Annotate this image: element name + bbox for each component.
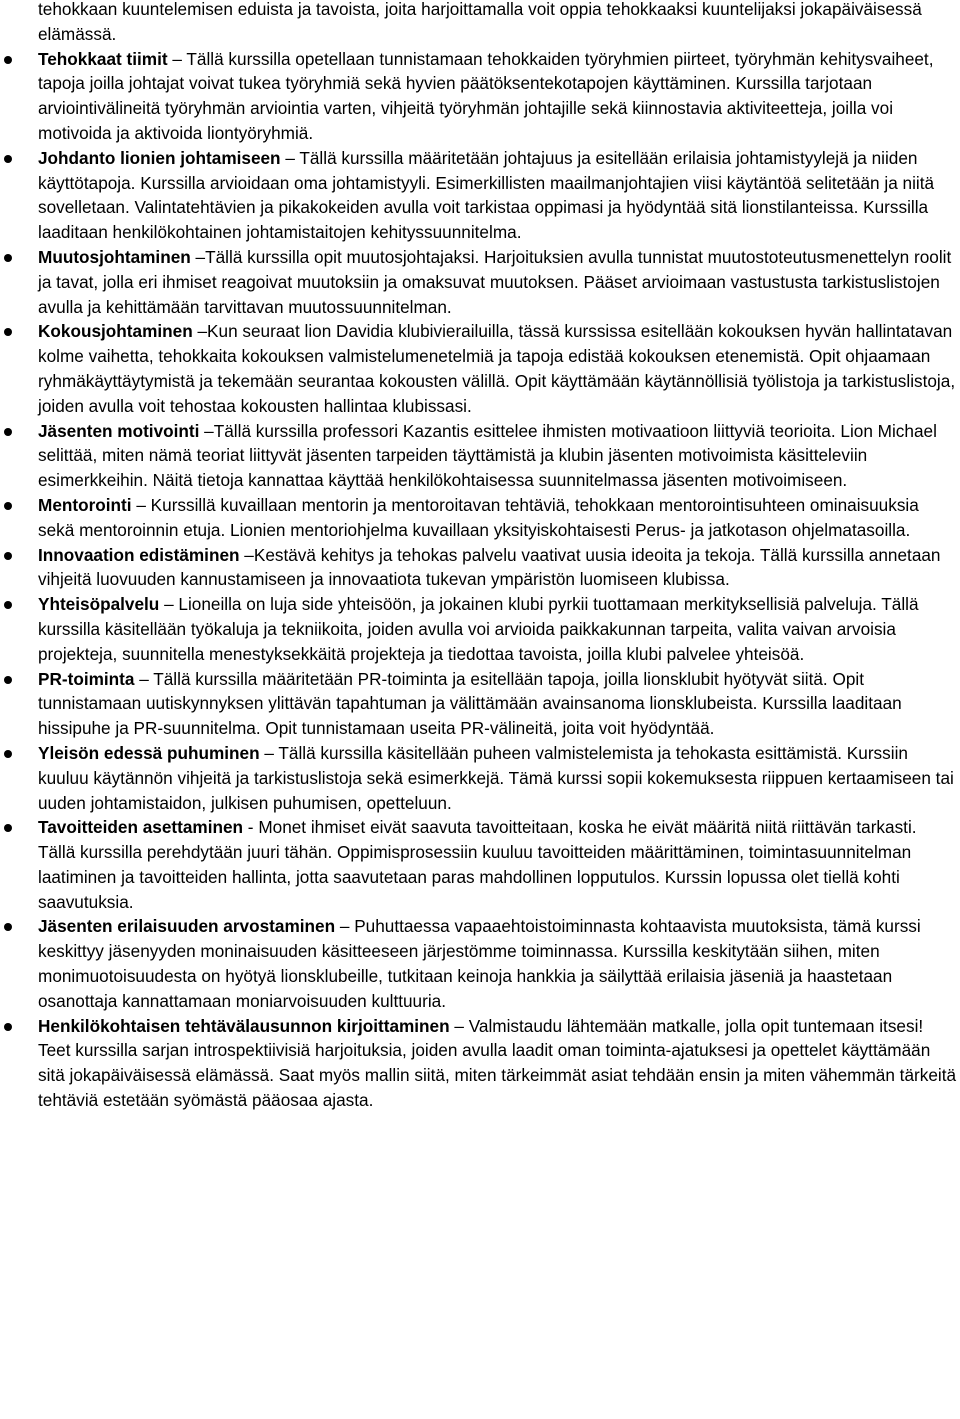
list-item <box>0 815 958 914</box>
course-title: Henkilökohtaisen tehtävälausunnon kirjoittaminen <box>38 1015 450 1036</box>
course-separator: – <box>449 1015 469 1036</box>
bullet-icon <box>4 923 12 931</box>
course-separator: – <box>259 742 279 763</box>
bullet-icon <box>4 750 12 758</box>
course-title: Kokousjohtaminen <box>38 321 193 342</box>
course-title: PR-toiminta <box>38 668 135 689</box>
course-title: Yhteisöpalvelu <box>38 594 160 615</box>
course-description: Kestävä kehitys ja tehokas palvelu vaativat uusia ideoita ja tekoja. Tällä kurssilla annetaan vihjeitä luovuuden kannustamiseen ja innovaatiota tukevan ympäristön luomiseen klubissa. <box>38 544 941 590</box>
course-title: Tehokkaat tiimit <box>38 48 168 69</box>
course-separator: – <box>199 420 214 441</box>
intro-paragraph: tehokkaan kuuntelemisen eduista ja tavoista, joita harjoittamalla voit oppia tehokkaaksi kuuntelijaksi jokapäiväisessä elämässä. <box>38 0 922 44</box>
list-item <box>0 47 958 146</box>
course-description: Tällä kurssilla käsitellään puheen valmistelemista ja tehokasta esittämistä. Kurssiin kuuluu käytännön vihjeitä ja tarkistuslistoja sekä esimerkkejä. Tämä kurssi sopii kokemuksesta riippuen kertaamiseen tai uuden johtamistaidon, julkisen puhumisen, opetteluun. <box>38 742 954 813</box>
course-title: Jäsenten erilaisuuden arvostaminen <box>38 916 336 937</box>
list-item <box>0 543 958 593</box>
list-item <box>0 146 958 245</box>
course-title: Yleisön edessä puhuminen <box>38 742 260 763</box>
course-description: Tällä kurssilla määritetään johtajuus ja esitellään erilaisia johtamistyylejä ja niiden käyttötapoja. Kurssilla arvioidaan oma johtamistyyli. Esimerkillisten maailmanjohtajien viisi käytäntöä selitetään ja niitä sovelletaan. Valintatehtävien ja pikakokeiden avulla voit tarkistaa oppimasi ja hyödyntää sitä lionstilanteissa. Kurssilla laaditaan henkilökohtainen johtamistaitojen kehityssuunnitelma. <box>38 147 935 243</box>
course-separator: – <box>280 147 300 168</box>
bullet-icon <box>4 824 12 832</box>
list-item <box>0 1014 958 1113</box>
bullet-icon <box>4 601 12 609</box>
list-item <box>0 319 958 418</box>
course-separator: – <box>192 321 208 342</box>
bullet-icon <box>4 502 12 510</box>
course-description: Kun seuraat lion Davidia klubivierailuilla, tässä kurssissa esitellään kokouksen hyvän hallintatavan kolme vaihetta, tehokkaita kokouksen valmistelumenetelmiä ja tapoja edistää kokouksen etenemistä. Opit ohjaamaan ryhmäkäyttäytymistä ja tekemään seurantaa kokousten välillä. Opit käyttämään käytännöllisiä työlistoja ja tarkistuslistoja, joiden avulla voit tehostaa kokousten hallintaa klubissasi. <box>38 321 956 416</box>
course-title: Mentorointi <box>38 494 132 515</box>
course-separator: – <box>131 494 151 515</box>
bullet-icon <box>4 155 12 163</box>
course-description: Lioneilla on luja side yhteisöön, ja jokainen klubi pyrkii tuottamaan merkityksellisiä palveluja. Tällä kurssilla käsitellään työkaluja ja tekniikoita, joiden avulla voi arvioida paikkakunnan tarpeita, valita vaivan arvoisia projekteja, suunnitella menestyksekkäitä projekteja ja tiedottaa tavoista, joilla klubi palvelee yhteisöä. <box>38 594 919 664</box>
bullet-icon <box>4 1023 12 1031</box>
list-item <box>0 667 958 741</box>
course-description: Puhuttaessa vapaaehtoistoiminnasta kohtaavista muutoksista, tämä kurssi keskittyy jäsenyyden moninaisuuden käsitteeseen järjestömme toiminnassa. Kurssilla keskitytään siihen, miten monimuotoisuudesta on hyötyä lionsklubeille, tutkitaan keinoja hankkia ja säilyttää erilaisia jäseniä ja haastetaan osanottaja kannattamaan moniarvoisuuden kulttuuria. <box>38 916 921 1011</box>
list-item <box>0 419 958 493</box>
course-title: Johdanto lionien johtamiseen <box>38 147 281 168</box>
list-item <box>0 592 958 666</box>
list-item <box>0 493 958 543</box>
course-separator: – <box>190 246 206 267</box>
course-separator: – <box>134 668 154 689</box>
course-title: Innovaation edistäminen <box>38 544 240 565</box>
course-title: Muutosjohtaminen <box>38 246 191 267</box>
course-description: Tällä kurssilla opetellaan tunnistamaan tehokkaiden työryhmien piirteet, työryhmän kehitysvaiheet, tapoja joilla johtajat voivat tukea työryhmiä sekä hyvien päätöksentekotapojen käyttäminen. Kurssilla tarjotaan arviointivälineitä työryhmän arviointia varten, vihjeitä työryhmän johtajille sekä kiinnostavia aktiviteetteja, joilla voi motivoida ja aktivoida liontyöryhmiä. <box>38 48 934 143</box>
bullet-icon <box>4 328 12 336</box>
course-title: Tavoitteiden asettaminen <box>38 817 244 838</box>
course-description: Tällä kurssilla määritetään PR-toiminta ja esitellään tapoja, joilla lionsklubit hyötyvät siitä. Opit tunnistamaan uutiskynnyksen ylittävän tapahtuman ja välittämään avainsanoma lionsklubeista. Kurssilla laaditaan hissipuhe ja PR-suunnitelma. Opit tunnistamaan useita PR-välineitä, joita voit hyödyntää. <box>38 668 902 739</box>
course-description: Valmistaudu lähtemään matkalle, jolla opit tuntemaan itsesi! Teet kurssilla sarjan introspektiivisiä harjoituksia, joiden avulla laadit oman toiminta-ajatuksesi ja opettelet käyttämään sitä jokapäiväisessä elämässä. Saat myös mallin siitä, miten tärkeimmät asiat tehdään ensin ja miten vähemmän tärkeitä tehtäviä estetään syömästä pääosaa ajasta. <box>38 1015 957 1111</box>
bullet-icon <box>4 552 12 560</box>
course-separator: - <box>243 817 259 838</box>
course-list <box>0 47 960 1113</box>
course-separator: – <box>335 916 355 937</box>
course-description: Monet ihmiset eivät saavuta tavoitteitaan, koska he eivät määritä niitä riittävän tarkasti. Tällä kurssilla perehdytään juuri tähän. Oppimisprosessiin kuuluu tavoitteiden määrittäminen, toimintasuunnitelman laatiminen ja tavoitteiden hallinta, jotta saavutetaan paras mahdollinen lopputulos. Kurssin lopussa olet tiellä kohti saavutuksia. <box>38 817 917 912</box>
course-separator: – <box>167 48 187 69</box>
course-description: Kurssillä kuvaillaan mentorin ja mentoroitavan tehtäviä, tehokkaan mentorointisuhteen ominaisuuksia sekä mentoroinnin etuja. Lionien mentoriohjelma kuvaillaan yksityiskohtaisesti Perus- ja jatkotason ohjelmatasoilla. <box>38 494 919 540</box>
bullet-icon <box>4 56 12 64</box>
course-title: Jäsenten motivointi <box>38 420 200 441</box>
bullet-icon <box>4 428 12 436</box>
list-item <box>0 245 958 319</box>
course-separator: – <box>239 544 254 565</box>
course-separator: – <box>159 594 179 615</box>
bullet-icon <box>4 676 12 684</box>
list-item <box>0 741 958 815</box>
list-item <box>0 914 958 1013</box>
course-description: Tällä kurssilla professori Kazantis esittelee ihmisten motivaatioon liittyviä teorioita. Lion Michael selittää, miten nämä teoriat liittyvät jäsenten tarpeiden täyttämistä ja klubin jäsenten motivoimista käsitteleviin esimerkkeihin. Näitä tietoja kannattaa käyttää henkilökohtaisessa suunnitelmassa jäsenten motivoimiseen. <box>38 420 937 491</box>
bullet-icon <box>4 254 12 262</box>
course-description: Tällä kurssilla opit muutosjohtajaksi. Harjoituksien avulla tunnistat muutostoteutusmenettelyn roolit ja tavat, jolla eri ihmiset reagoivat muutoksiin ja omaksuvat muutoksen. Pääset arvioimaan vastustusta tarkistuslistojen avulla ja kehittämään tarvittavan muutossuunnitelman. <box>38 246 952 317</box>
